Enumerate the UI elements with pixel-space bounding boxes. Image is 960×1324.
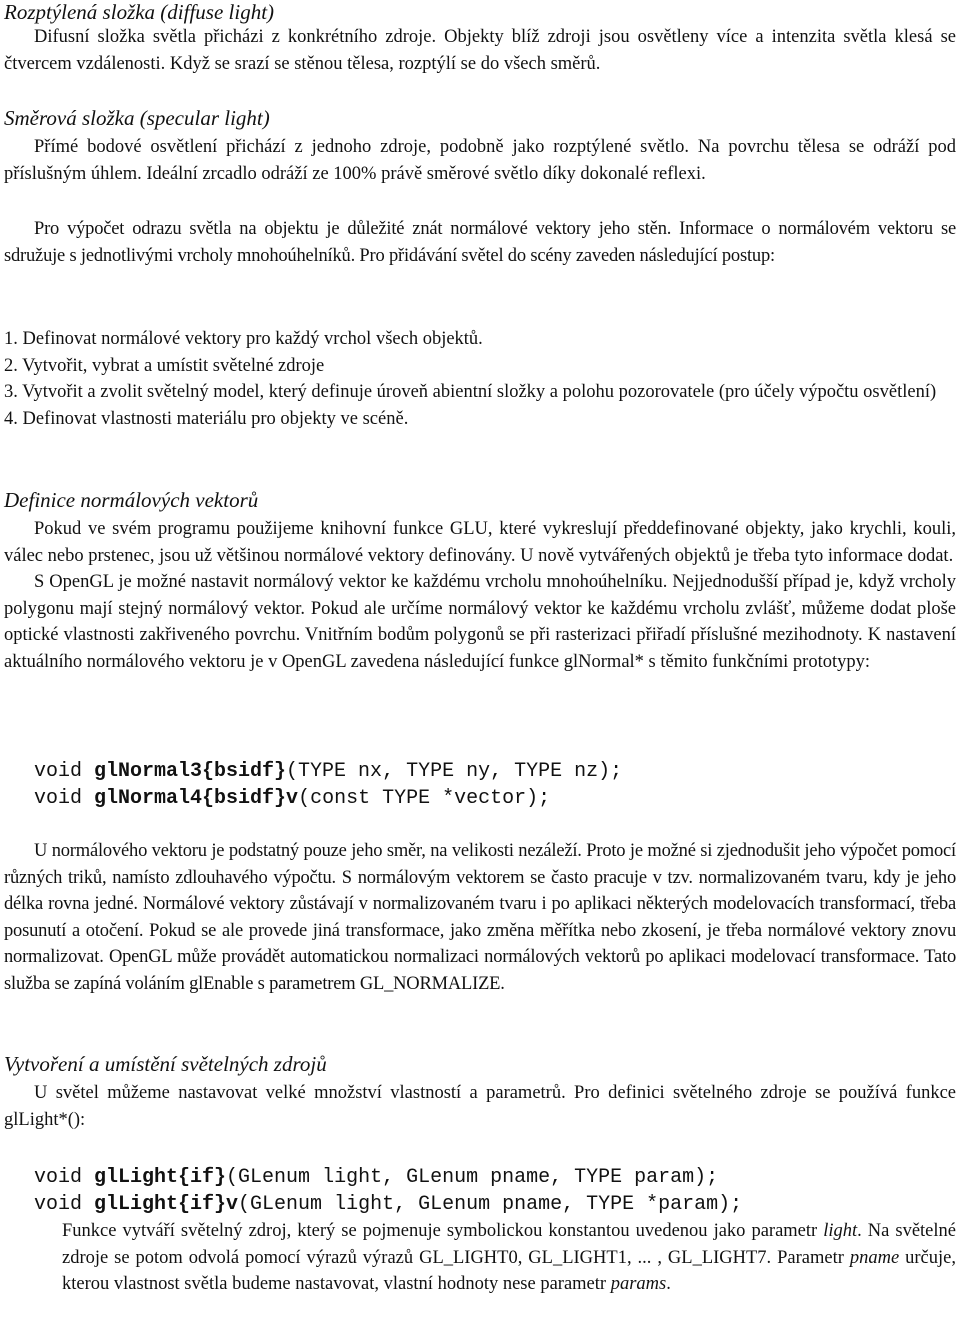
section-lights-desc bbox=[4, 1218, 956, 1298]
paragraph-definition-1: Pokud ve svém programu použijeme knihovní funkce GLU, které vykreslují předdefinované objekty, jako krychli, kouli, válec nebo prstenec, jsou už většinou normálové vektory definovány. U nově vytvářených objektů je třeba tyto informace dodat. bbox=[4, 519, 956, 566]
paragraph-definition-3: U normálového vektoru je podstatný pouze jeho směr, na velikosti nezáleží. Proto je možné si zjednodušit jeho výpočet pomocí různých triků, namísto zdlouhavého výpočtu. S normálovým vektorem se často pracuje v tzv. normalizovaném tvaru, kdy je jeho délka rovna jedné. Normálové vektory zůstávají v normalizovaném tvaru i po aplikaci některých modelovacích transformací, třeba posunutí a otočení. Pokud se ale provede jiná transformace, jako změna měřítka nebo zkosení, je třeba normálové vektory znovu normalizovat. OpenGL může provádět automatickou normalizaci normálových vektorů po aplikaci modelovací transformace. Tato služba se zapíná voláním glEnable s parametrem GL_NORMALIZE. bbox=[4, 841, 956, 994]
code-keyword: void bbox=[34, 1166, 95, 1189]
paragraph-specular: Přímé bodové osvětlení přichází z jednoho zdroje, podobně jako rozptýlené světlo. Na povrchu tělesa se odráží pod příslušným úhlem. Ideální zrcadlo odráží ze 100% právě směrové světlo díky dokonalé reflexi. bbox=[4, 137, 956, 184]
paragraph-definition-2: S OpenGL je možné nastavit normálový vektor ke každému vrcholu mnohoúhelníku. Nejjednodušší případ je, když vrcholy polygonu mají stejný normálový vektor. Pokud ale určíme normálový vektor ke každému vrcholu zvlášť, můžeme dodat ploše optické vlastnosti zakřiveného povrchu. Vnitřním bodům polygonů se při rasterizaci přiřadí příslušné mezihodnoty. K nastavení aktuálního normálového vektoru je v OpenGL zavedena následující funkce glNormal* s těmito funkčními prototypy: bbox=[4, 572, 956, 672]
param-params: params bbox=[610, 1274, 667, 1294]
step-item-2: 2. Vytvořit, vybrat a umístit světelné zdroje bbox=[4, 355, 325, 376]
code-function-name: glLight{if} bbox=[94, 1166, 227, 1189]
code-keyword: void bbox=[34, 760, 95, 783]
code-function-name: glNormal4{bsidf}v bbox=[94, 787, 299, 810]
heading-specular: Směrová složka (specular light) bbox=[4, 106, 270, 130]
code-line-gllightv bbox=[4, 1191, 956, 1218]
code-keyword: void bbox=[34, 1193, 95, 1216]
desc-text: . bbox=[666, 1274, 671, 1294]
param-light: light bbox=[823, 1221, 858, 1241]
code-keyword: void bbox=[34, 787, 95, 810]
code-arguments: (GLenum light, GLenum pname, TYPE *param); bbox=[238, 1193, 743, 1216]
code-line-glnormal3 bbox=[4, 758, 956, 785]
section-definition-cont bbox=[4, 838, 956, 997]
code-arguments: (TYPE nx, TYPE ny, TYPE nz); bbox=[286, 760, 623, 783]
code-block-gllight bbox=[4, 1164, 956, 1218]
code-function-name: glLight{if}v bbox=[94, 1193, 239, 1216]
section-diffuse bbox=[4, 0, 956, 77]
paragraph-diffuse: Difusní složka světla přicházi z konkrétního zdroje. Objekty blíž zdroji jsou osvětleny více a intenzita světla klesá se čtvercem vzdálenosti. Když se srazí se stěnou tělesa, rozptýlí se do všech směrů. bbox=[4, 27, 956, 74]
heading-diffuse: Rozptýlená složka (diffuse light) bbox=[4, 0, 275, 24]
code-line-glnormal4 bbox=[4, 785, 956, 812]
code-function-name: glNormal3{bsidf} bbox=[94, 760, 287, 783]
step-item-4: 4. Definovat vlastnosti materiálu pro objekty ve scéně. bbox=[4, 408, 409, 429]
paragraph-lights-desc bbox=[62, 1218, 956, 1298]
paragraph-normals-intro: Pro výpočet odrazu světla na objektu je důležité znát normálové vektory jeho stěn. Informace o normálovém vektoru se sdružuje s jednotlivými vrcholy mnohoúhelníků. Pro přidávání světel do scény zaveden následující postup: bbox=[4, 219, 956, 266]
steps-list bbox=[4, 326, 956, 432]
code-arguments: (const TYPE *vector); bbox=[298, 787, 551, 810]
param-pname: pname bbox=[849, 1247, 900, 1268]
code-arguments: (GLenum light, GLenum pname, TYPE param); bbox=[226, 1166, 719, 1189]
heading-definition: Definice normálových vektorů bbox=[4, 488, 259, 512]
desc-text: určuje, kterou vlastnost světla budeme nastavovat, vlastní hodnoty nese parametr bbox=[62, 1247, 956, 1294]
paragraph-lights-1: U světel můžeme nastavovat velké množství vlastností a parametrů. Pro definici světelného zdroje se používá funkce glLight*(): bbox=[4, 1083, 956, 1130]
section-specular bbox=[4, 106, 956, 187]
step-item-3: 3. Vytvořit a zvolit světelný model, který definuje úroveň abientní složky a polohu pozorovatele (pro účely výpočtu osvětlení) bbox=[4, 382, 937, 402]
desc-text: . Na světelné zdroje se potom odvolá pomocí výrazů výrazů GL_LIGHT0, GL_LIGHT1, ... , GL_LIGHT7. Parametr bbox=[62, 1221, 956, 1268]
section-normals-intro bbox=[4, 216, 956, 269]
step-item-1: 1. Definovat normálové vektory pro každý vrchol všech objektů. bbox=[4, 329, 483, 349]
code-line-gllight bbox=[4, 1164, 956, 1191]
code-block-glnormal bbox=[4, 758, 956, 812]
section-definition bbox=[4, 488, 956, 675]
section-lights bbox=[4, 1052, 956, 1133]
heading-lights: Vytvoření a umístění světelných zdrojů bbox=[4, 1052, 327, 1076]
desc-text: Funkce vytváří světelný zdroj, který se pojmenuje symbolickou konstantou uvedenou jako parametr bbox=[62, 1221, 824, 1241]
